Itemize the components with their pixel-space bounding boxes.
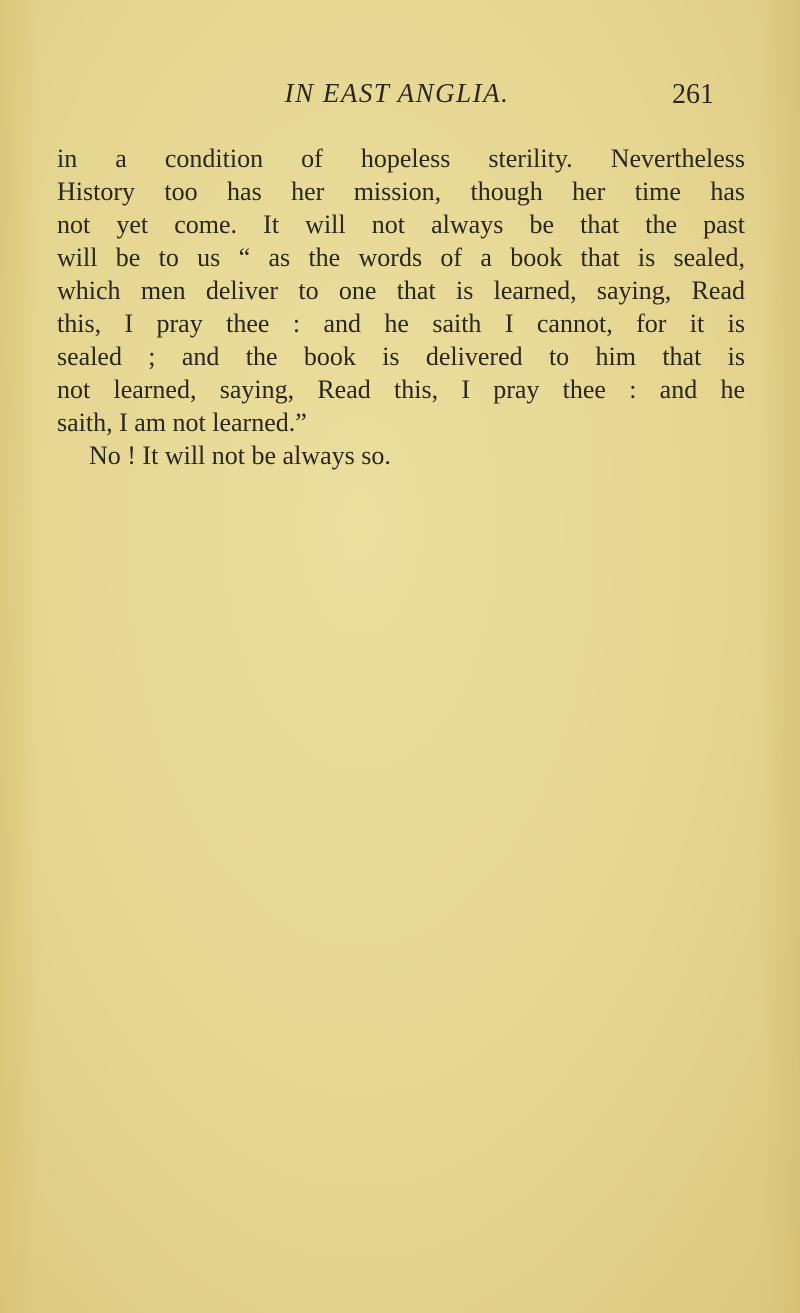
text-line: sealed ; and the book is delivered to him that is: [57, 342, 745, 371]
page-number: 261: [672, 79, 714, 110]
running-title: IN EAST ANGLIA.: [284, 78, 510, 108]
text-line: which men deliver to one that is learned, saying, Read: [57, 276, 745, 305]
body-text: [57, 142, 745, 472]
text-line: this, I pray thee : and he saith I cannot, for it is: [57, 309, 745, 338]
text-line: not learned, saying, Read this, I pray thee : and he: [57, 375, 745, 404]
text-line: saith, I am not learned.”: [57, 408, 307, 437]
text-line: in a condition of hopeless sterility. Nevertheless: [57, 144, 745, 173]
text-line: not yet come. It will not always be that the past: [57, 210, 745, 239]
text-line: No ! It will not be always so.: [89, 441, 391, 470]
text-line: History too has her mission, though her time has: [57, 177, 745, 206]
text-line: will be to us “ as the words of a book that is sealed,: [57, 243, 745, 272]
